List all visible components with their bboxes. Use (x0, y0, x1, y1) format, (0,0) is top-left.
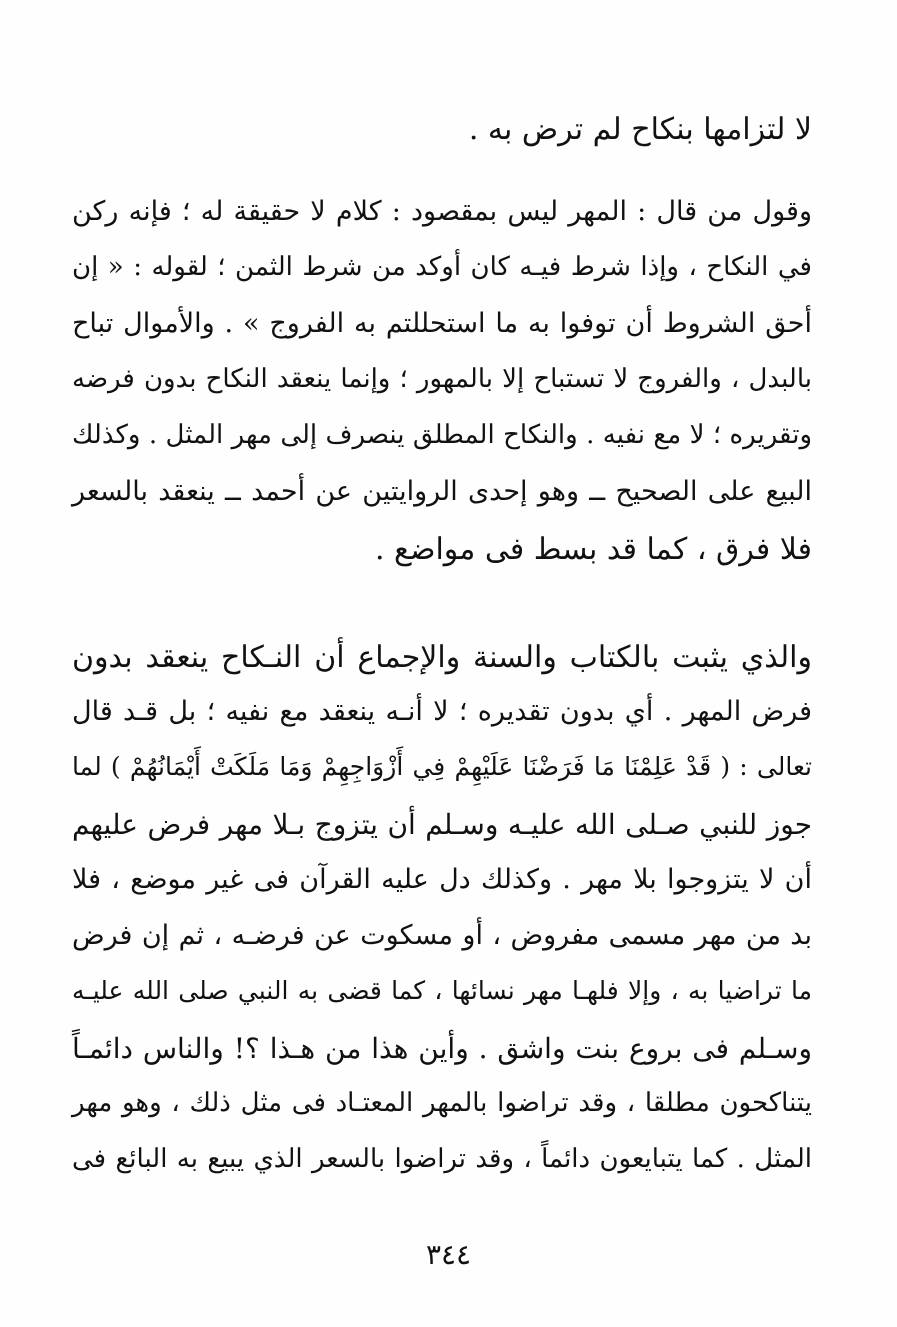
text-line: فلا فرق ، كما قد بسط فى مواضع . (374, 532, 812, 567)
paragraph-3 (72, 640, 812, 1220)
paragraph-1 (72, 112, 812, 162)
text-line: المثل . كما يتبايعون دائماً ، وقد تراضوا بالسعر الذي يبيع به البائع فى (72, 1144, 812, 1174)
text-line: لا لتزامها بنكاح لم ترض به . (468, 112, 812, 147)
text-line: يتناكحون مطلقا ، وقد تراضوا بالمهر المعتـاد فى مثل ذلك ، وهو مهر (72, 1088, 812, 1118)
text-line: جوز للنبي صـلى الله عليـه وسـلم أن يتزوج بـلا مهر فرض عليهم (72, 808, 812, 841)
page-number: ٣٤٤ (425, 1238, 472, 1271)
text-line: أن لا يتزوجوا بلا مهر . وكذلك دل عليه القرآن فى غير موضع ، فلا (72, 864, 812, 895)
text-line: ما تراضيا به ، وإلا فلهـا مهر نسائها ، كما قضى به النبي صلى الله عليـه (72, 976, 812, 1005)
text-line: فرض المهر . أي بدون تقديره ؛ لا أنـه ينعقد مع نفيه ؛ بل قـد قال (72, 696, 812, 727)
text-line: في النكاح ، وإذا شرط فيـه كان أوكد من شرط الثمن ؛ لقوله : « إن (72, 252, 812, 282)
text-line: بالبدل ، والفروج لا تستباح إلا بالمهور ؛ وإنما ينعقد النكاح بدون فرضه (72, 364, 812, 394)
text-line: أحق الشروط أن توفوا به ما استحللتم به الفروج » . والأموال تباح (72, 308, 812, 339)
text-line: البيع على الصحيح ــ وهو إحدى الروايتين عن أحمد ــ ينعقد بالسعر (72, 476, 812, 507)
text-line: وسـلم فى بروع بنت واشق . وأين هذا من هـذا ؟! والناس دائمـاً (72, 1032, 812, 1065)
paragraph-2 (72, 196, 812, 596)
text-line: والذي يثبت بالكتاب والسنة والإجماع أن النـكاح ينعقد بدون (72, 640, 812, 675)
text-line: بد من مهر مسمى مفروض ، أو مسكوت عن فرضـه ، ثم إن فرض (72, 920, 812, 951)
text-line: وتقريره ؛ لا مع نفيه . والنكاح المطلق ينصرف إلى مهر المثل . وكذلك (72, 420, 812, 450)
quran-verse-line: تعالى : ( قَدْ عَلِمْنَا مَا فَرَضْنَا عَلَيْهِمْ فِي أَزْوَاجِهِمْ وَمَا مَلَكَتْ أَيْمَانُهُمْ ) لما (72, 752, 812, 781)
text-line: وقول من قال : المهر ليس بمقصود : كلام لا حقيقة له ؛ فإنه ركن (72, 196, 812, 227)
